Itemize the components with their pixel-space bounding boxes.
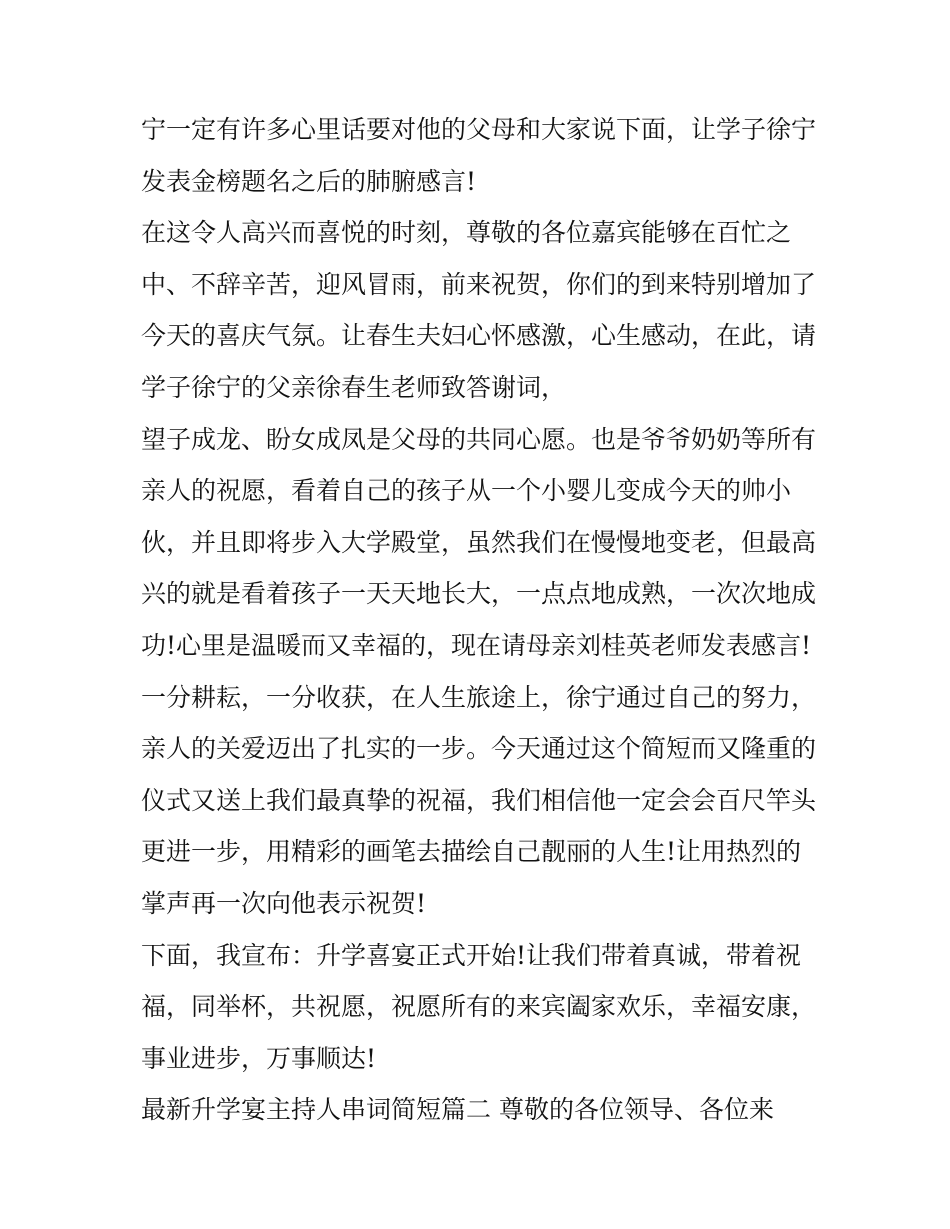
text-line: 今天的喜庆气氛。让春生夫妇心怀感激，心生感动，在此，请 [141,321,817,351]
text-line: 中、不辞辛苦，迎风冒雨，前来祝贺，你们的到来特别增加了 [141,269,817,299]
text-line: 学子徐宁的父亲徐春生老师致答谢词， [141,372,567,402]
text-line: 福，同举杯，共祝愿，祝愿所有的来宾阖家欢乐，幸福安康， [141,992,817,1022]
document-body [141,104,821,1136]
text-line: 事业进步，万事顺达! [141,1043,377,1073]
text-line: 仪式又送上我们最真挚的祝福，我们相信他一定会会百尺竿头 [141,785,817,815]
text-line: 宁一定有许多心里话要对他的父母和大家说下面，让学子徐宁 [141,115,817,144]
text-line: 掌声再一次向他表示祝贺! [141,888,427,918]
text-line: 下面，我宣布：升学喜宴正式开始!让我们带着真诚，带着祝 [141,940,802,970]
text-line: 更进一步，用精彩的画笔去描绘自己靓丽的人生!让用热烈的 [141,837,802,867]
text-line: 功!心里是温暖而又幸福的，现在请母亲刘桂英老师发表感言! [141,630,812,660]
text-line: 亲人的祝愿，看着自己的孩子从一个小婴儿变成今天的帅小 [141,476,792,506]
text-line: 伙，并且即将步入大学殿堂，虽然我们在慢慢地变老，但最高 [141,527,817,557]
text-line: 亲人的关爱迈出了扎实的一步。今天通过这个简短而又隆重的 [141,734,817,764]
text-line: 兴的就是看着孩子一天天地长大，一点点地成熟，一次次地成 [141,579,817,609]
text-line: 望子成龙、盼女成凤是父母的共同心愿。也是爷爷奶奶等所有 [141,424,817,454]
text-line: 最新升学宴主持人串词简短篇二 尊敬的各位领导、各位来 [141,1095,774,1125]
text-line: 发表金榜题名之后的肺腑感言! [141,166,477,196]
text-line: 在这令人高兴而喜悦的时刻，尊敬的各位嘉宾能够在百忙之 [141,218,792,248]
text-line: 一分耕耘，一分收获，在人生旅途上，徐宁通过自己的努力， [141,682,817,712]
